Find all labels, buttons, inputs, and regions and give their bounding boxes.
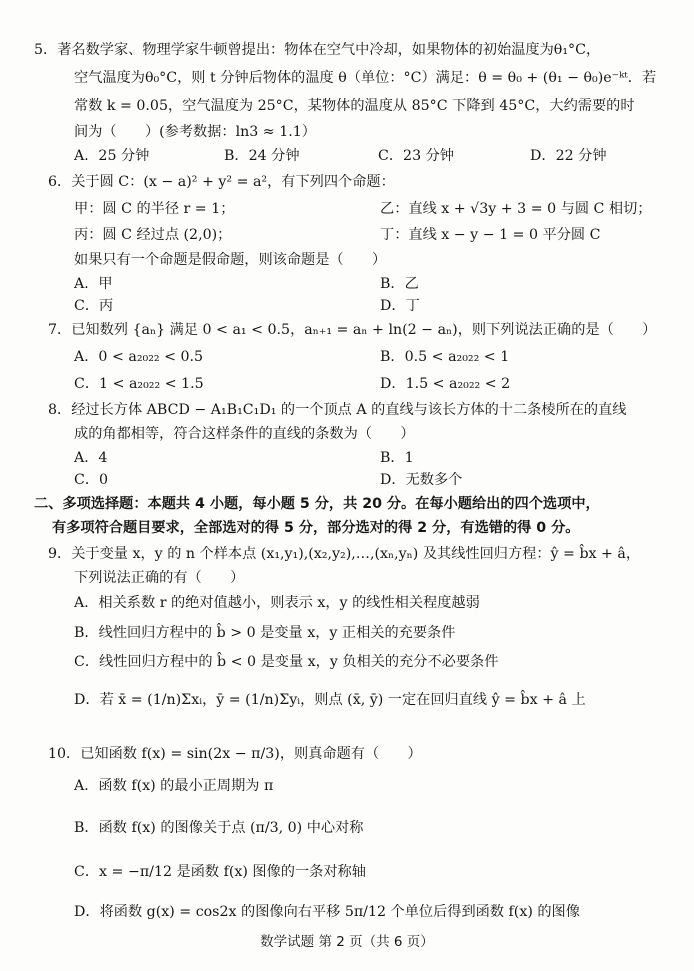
q6-proposition-ding: 丁：直线 x − y − 1 = 0 平分圆 C [380, 227, 601, 243]
q9-option-c: C．线性回归方程中的 b̂ < 0 是变量 x，y 负相关的充分不必要条件 [74, 654, 499, 670]
q7-option-c: C．1 < a₂₀₂₂ < 1.5 [74, 376, 204, 392]
q7-option-b: B．0.5 < a₂₀₂₂ < 1 [380, 349, 510, 365]
q7-option-d: D．1.5 < a₂₀₂₂ < 2 [380, 376, 511, 392]
q9-option-b: B．线性回归方程中的 b̂ > 0 是变量 x，y 正相关的充要条件 [74, 625, 456, 641]
q6-option-a: A．甲 [74, 276, 113, 292]
q9-line2: 下列说法正确的有（ ） [74, 570, 245, 586]
q9-option-d: D．若 x̄ = (1/n)Σxᵢ，ȳ = (1/n)Σyᵢ，则点 (x̄, ȳ) 一定在回归直线 ŷ = b̂x + â 上 [74, 692, 586, 708]
q5-line2: 空气温度为θ₀°C，则 t 分钟后物体的温度 θ（单位：°C）满足：θ = θ₀ + (θ₁ − θ₀)e⁻ᵏᵗ．若 [74, 70, 657, 86]
q5-option-c: C．23 分钟 [378, 148, 454, 164]
q6-option-d: D．丁 [380, 298, 420, 314]
section-heading-line1: 二、多项选择题：本题共 4 小题，每小题 5 分，共 20 分。在每小题给出的四个选项中， [34, 496, 600, 512]
q6-option-b: B．乙 [380, 276, 419, 292]
q6-option-c: C．丙 [74, 298, 114, 314]
q10-option-d: D．将函数 g(x) = cos2x 的图像向右平移 5π/12 个单位后得到函数 f(x) 的图像 [74, 904, 580, 920]
q9-option-a: A．相关系数 r 的绝对值越小，则表示 x，y 的线性相关程度越弱 [74, 595, 480, 611]
q8-option-a: A．4 [74, 450, 108, 466]
q6-proposition-bing: 丙：圆 C 经过点 (2,0)； [74, 227, 232, 243]
q10-option-b: B．函数 f(x) 的图像关于点 (π/3, 0) 中心对称 [74, 820, 364, 836]
q10-stem: 10．已知函数 f(x) = sin(2x − π/3)，则真命题有（ ） [48, 746, 422, 762]
q5-line1: 5．著名数学家、物理学家牛顿曾提出：物体在空气中冷却，如果物体的初始温度为θ₁°C， [34, 42, 601, 58]
q7-option-a: A．0 < a₂₀₂₂ < 0.5 [74, 349, 204, 365]
q7-stem: 7．已知数列 {aₙ} 满足 0 < a₁ < 0.5，aₙ₊₁ = aₙ + ln(2 − aₙ)，则下列说法正确的是（ ） [48, 322, 657, 338]
q6-stem: 6．关于圆 C：(x − a)² + y² = a²，有下列四个命题： [48, 174, 395, 190]
q6-proposition-jia: 甲：圆 C 的半径 r = 1； [74, 201, 235, 217]
q5-option-a: A．25 分钟 [74, 148, 150, 164]
q5-option-b: B．24 分钟 [224, 148, 300, 164]
q8-line1: 8．经过长方体 ABCD − A₁B₁C₁D₁ 的一个顶点 A 的直线与该长方体的十二条棱所在的直线 [48, 402, 627, 418]
q6-ask: 如果只有一个命题是假命题，则该命题是（ ） [74, 252, 387, 268]
q8-line2: 成的角都相等，符合这样条件的直线的条数为（ ） [74, 426, 415, 442]
q8-option-d: D．无数多个 [380, 472, 463, 488]
q5-option-d: D．22 分钟 [530, 148, 607, 164]
page-footer: 数学试题 第 2 页（共 6 页） [260, 934, 434, 950]
q5-line3: 常数 k = 0.05，空气温度为 25°C，某物体的温度从 85°C 下降到 45°C，大约需要的时 [74, 98, 635, 114]
q10-option-c: C．x = −π/12 是函数 f(x) 图像的一条对称轴 [74, 864, 366, 880]
q8-option-b: B．1 [380, 450, 414, 466]
q5-line4: 间为（ ）(参考数据：ln3 ≈ 1.1） [74, 124, 316, 140]
q8-option-c: C．0 [74, 472, 109, 488]
q9-line1: 9．关于变量 x，y 的 n 个样本点 (x₁,y₁),(x₂,y₂),…,(xₙ,yₙ) 及其线性回归方程：ŷ = b̂x + â， [48, 546, 641, 562]
section-heading-line2: 有多项符合题目要求，全部选对的得 5 分，部分选对的得 2 分，有选错的得 0 分。 [52, 520, 580, 536]
q10-option-a: A．函数 f(x) 的最小正周期为 π [74, 778, 274, 794]
q6-proposition-yi: 乙：直线 x + √3y + 3 = 0 与圆 C 相切； [380, 201, 652, 217]
